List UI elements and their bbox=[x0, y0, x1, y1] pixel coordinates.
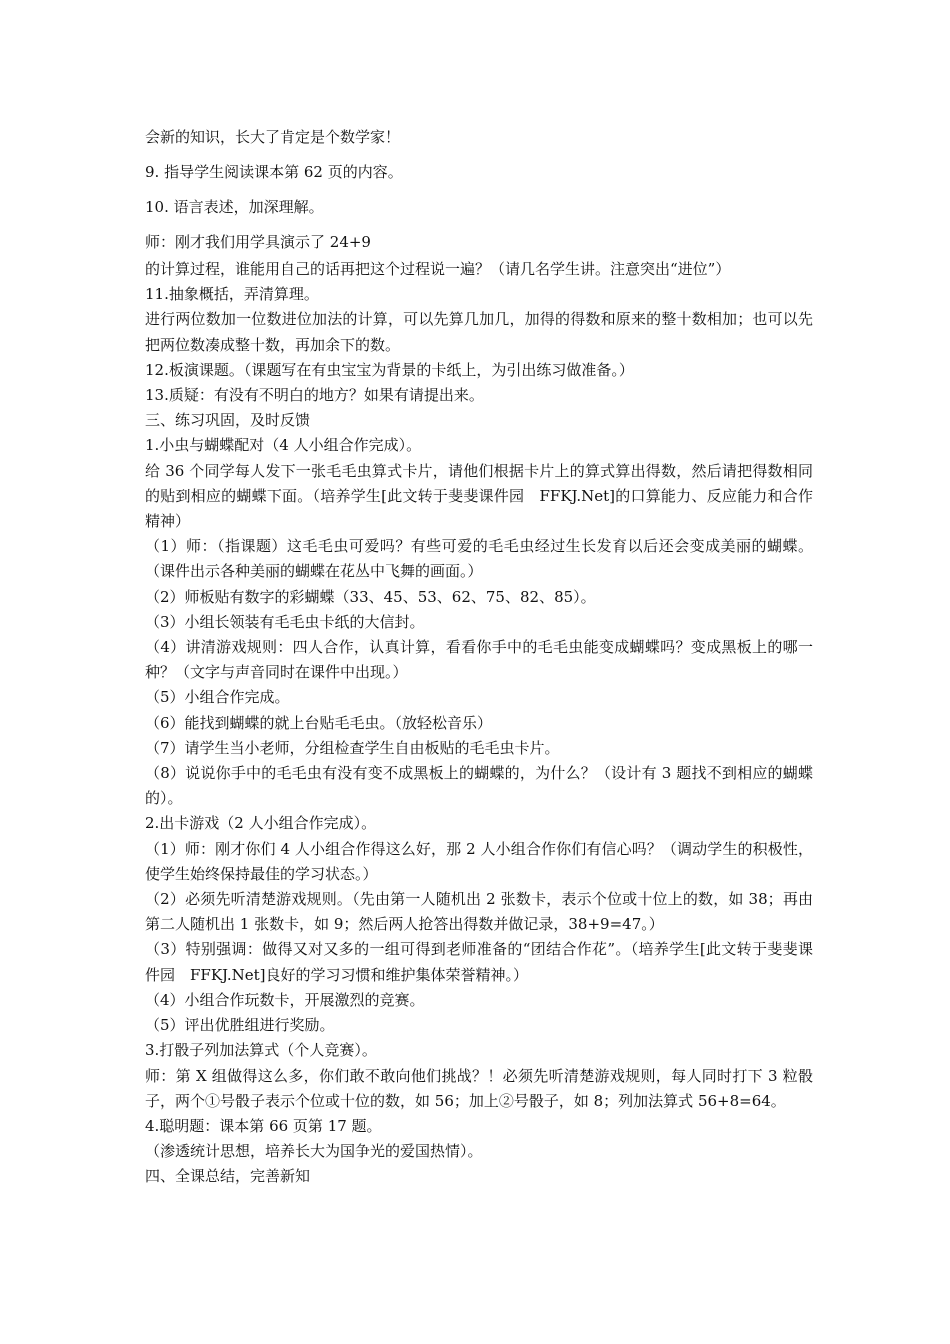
document-page bbox=[145, 126, 813, 1190]
paragraph-intro: 会新的知识，长大了肯定是个数学家！ bbox=[145, 128, 401, 146]
paragraph: （1）师：刚才你们 4 人小组合作得这么好，那 2 人小组合作你们有信心吗？（调动学生的积极性，使学生始终保持最佳的学习状态。） bbox=[145, 839, 813, 883]
paragraph: （8）说说你手中的毛毛虫有没有变不成黑板上的蝴蝶的，为什么？（设计有 3 题找不到相应的蝴蝶的）。 bbox=[145, 764, 813, 808]
paragraph: （5）小组合作完成。 bbox=[145, 688, 290, 707]
paragraph: （3）特别强调：做得又对又多的一组可得到老师准备的“团结合作花”。（培养学生[此文转于斐斐课件园 FFKJ.Net]良好的学习习惯和维护集体荣誉精神。） bbox=[145, 940, 813, 984]
paragraph: （7）请学生当小老师，分组检查学生自由板贴的毛毛虫卡片。 bbox=[145, 738, 560, 757]
paragraph: （渗透统计思想，培养长大为国争光的爱国热情）。 bbox=[145, 1142, 483, 1161]
paragraph: 12.板演课题。（课题写在有虫宝宝为背景的卡纸上，为引出练习做准备。） bbox=[145, 360, 634, 379]
section-heading: 四、全课总结，完善新知 bbox=[145, 1167, 311, 1186]
paragraph: 1.小虫与蝴蝶配对（4 人小组合作完成）。 bbox=[145, 436, 422, 455]
paragraph: （2）必须先听清楚游戏规则。（先由第一人随机出 2 张数卡，表示个位或十位上的数，如 38；再由第二人随机出 1 张数卡，如 9；然后两人抢答出得数并做记录，38+9=47。） bbox=[145, 890, 813, 934]
paragraph: 3.打骰子列加法算式（个人竞赛）。 bbox=[145, 1041, 377, 1060]
paragraph: （3）小组长领装有毛毛虫卡纸的大信封。 bbox=[145, 612, 425, 631]
section-heading: 三、练习巩固，及时反馈 bbox=[145, 411, 311, 430]
paragraph: （6）能找到蝴蝶的就上台贴毛毛虫。（放轻松音乐） bbox=[145, 713, 493, 732]
paragraph: 进行两位数加一位数进位加法的计算，可以先算几加几，加得的得数和原来的整十数相加；也可以先把两位数凑成整十数，再加余下的数。 bbox=[145, 310, 813, 354]
paragraph: 13.质疑：有没有不明白的地方？如果有请提出来。 bbox=[145, 386, 484, 405]
paragraph: 的计算过程，谁能用自己的话再把这个过程说一遍？（请几名学生讲。注意突出“进位”） bbox=[145, 260, 731, 278]
paragraph: （1）师：（指课题）这毛毛虫可爱吗？有些可爱的毛毛虫经过生长发育以后还会变成美丽的蝴蝶。（课件出示各种美丽的蝴蝶在花丛中飞舞的画面。） bbox=[145, 537, 813, 581]
paragraph: 4.聪明题：课本第 66 页第 17 题。 bbox=[145, 1116, 382, 1135]
paragraph-step-9: 9. 指导学生阅读课本第 62 页的内容。 bbox=[145, 163, 403, 181]
paragraph: （4）讲清游戏规则：四人合作，认真计算，看看你手中的毛毛虫能变成蝴蝶吗？变成黑板上的哪一种？（文字与声音同时在课件中出现。） bbox=[145, 638, 813, 682]
paragraph-teacher-demo: 师：刚才我们用学具演示了 24+9 bbox=[145, 233, 371, 251]
paragraph: （4）小组合作玩数卡，开展激烈的竞赛。 bbox=[145, 990, 425, 1009]
paragraph: （5）评出优胜组进行奖励。 bbox=[145, 1016, 335, 1035]
document-body bbox=[145, 257, 813, 1190]
paragraph: 2.出卡游戏（2 人小组合作完成）。 bbox=[145, 814, 377, 833]
paragraph: 11.抽象概括，弄清算理。 bbox=[145, 285, 319, 304]
paragraph: （2）师板贴有数字的彩蝴蝶（33、45、53、62、75、82、85）。 bbox=[145, 587, 596, 606]
paragraph: 师：第 X 组做得这么多，你们敢不敢向他们挑战？！必须先听清楚游戏规则，每人同时打下 3 粒骰子，两个①号骰子表示个位或十位的数，如 56；加上②号骰子，如 8；列加法算式 56+8=64。 bbox=[145, 1066, 813, 1110]
paragraph: 给 36 个同学每人发下一张毛毛虫算式卡片，请他们根据卡片上的算式算出得数，然后请把得数相同的贴到相应的蝴蝶下面。（培养学生[此文转于斐斐课件园 FFKJ.Net]的口算能力、反应能力和合作精神） bbox=[145, 461, 813, 531]
paragraph-step-10: 10. 语言表述，加深理解。 bbox=[145, 198, 324, 216]
